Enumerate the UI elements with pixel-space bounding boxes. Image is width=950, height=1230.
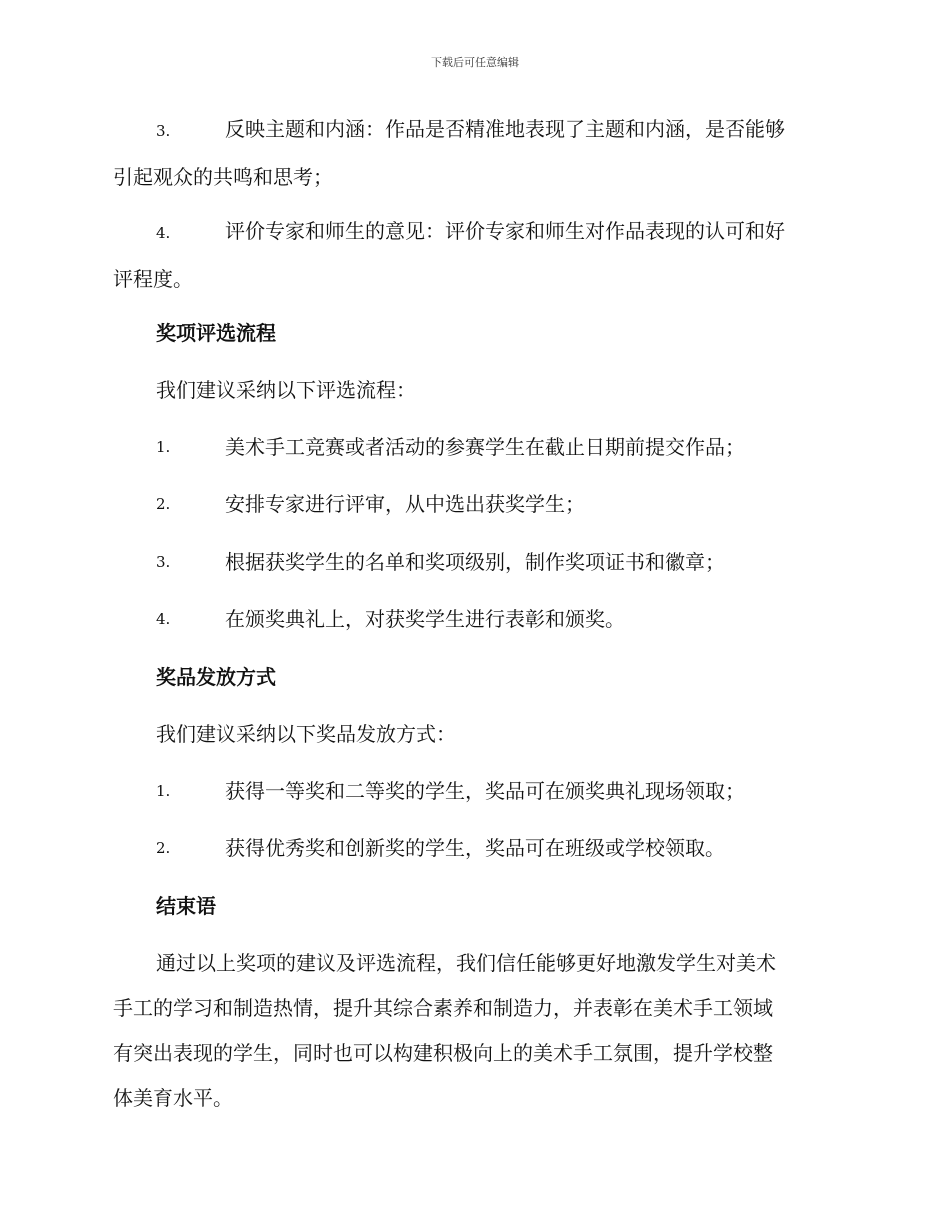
list-text: 反映主题和内涵：作品是否精准地表现了主题和内涵，是否能够: [225, 117, 785, 141]
criteria-item: [113, 106, 835, 200]
list-text: 在颁奖典礼上，对获奖学生进行表彰和颁奖。: [225, 607, 625, 631]
list-number: 4.: [156, 610, 171, 628]
criteria-item-line: 引起观众的共鸣和思考；: [113, 165, 333, 189]
list-text: 根据获奖学生的名单和奖项级别，制作奖项证书和徽章；: [225, 550, 725, 574]
section-heading: 奖品发放方式: [156, 665, 276, 689]
list-text: 获得优秀奖和创新奖的学生，奖品可在班级或学校领取。: [225, 836, 725, 860]
list-item: [156, 540, 836, 584]
section-intro: 我们建议采纳以下评选流程：: [156, 378, 416, 402]
list-number: 2.: [156, 839, 171, 857]
paragraph-line: 体美育水平。: [113, 1086, 233, 1110]
list-item: [156, 769, 836, 813]
section-heading: 奖项评选流程: [156, 321, 276, 345]
section-intro: 我们建议采纳以下奖品发放方式：: [156, 722, 456, 746]
conclusion-paragraph: [113, 941, 835, 1121]
list-number: 1.: [156, 438, 171, 456]
list-number: 3.: [156, 553, 171, 571]
section-heading: 结束语: [156, 894, 216, 918]
criteria-item-line: 评程度。: [113, 267, 193, 291]
paragraph-line: 通过以上奖项的建议及评选流程，我们信任能够更好地激发学生对美术: [156, 951, 776, 975]
list-text: 获得一等奖和二等奖的学生，奖品可在颁奖典礼现场领取；: [225, 779, 745, 803]
list-number: 4.: [156, 224, 171, 242]
list-item: [156, 482, 836, 526]
list-text: 评价专家和师生的意见：评价专家和师生对作品表现的认可和好: [225, 219, 785, 243]
list-item: [156, 425, 836, 469]
criteria-item-line: [113, 208, 835, 256]
list-item: [156, 826, 836, 870]
list-number: 2.: [156, 495, 171, 513]
criteria-item-line: [113, 106, 835, 154]
list-number: 1.: [156, 782, 171, 800]
list-text: 美术手工竞赛或者活动的参赛学生在截止日期前提交作品；: [225, 435, 745, 459]
criteria-item: [113, 208, 835, 302]
paragraph-line: 有突出表现的学生，同时也可以构建积极向上的美术手工氛围，提升学校整: [113, 1041, 773, 1065]
list-item: [156, 597, 836, 641]
list-number: 3.: [156, 122, 171, 140]
list-text: 安排专家进行评审，从中选出获奖学生；: [225, 492, 585, 516]
paragraph-line: 手工的学习和制造热情，提升其综合素养和制造力，并表彰在美术手工领域: [113, 996, 773, 1020]
page-header: 下载后可任意编辑: [431, 56, 519, 69]
